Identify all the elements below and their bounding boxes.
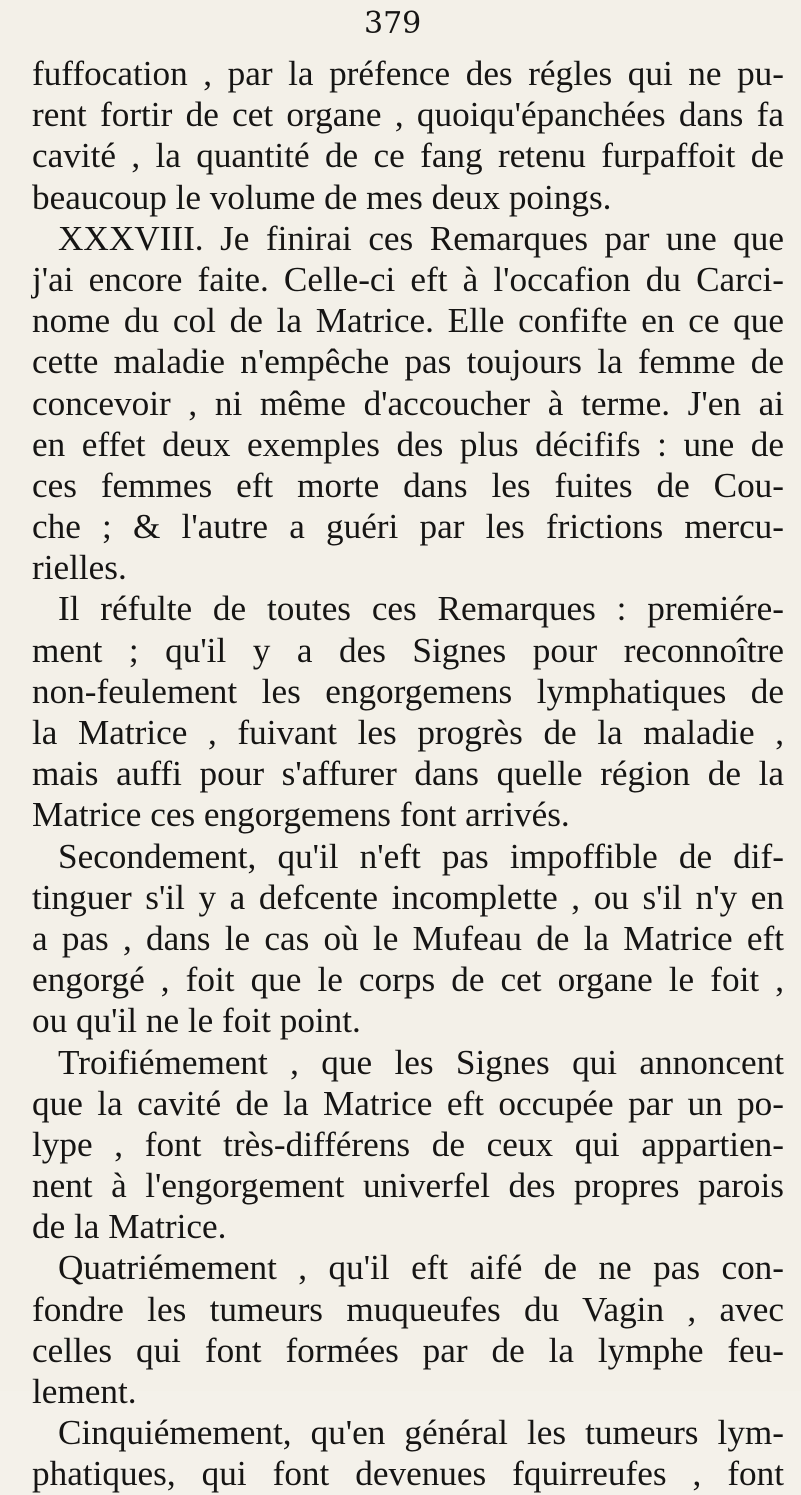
text-line: phatiques, qui font devenues fquirreufes , font xyxy=(32,1454,784,1494)
text-line: Troifiémement , que les Signes qui annoncent xyxy=(58,1042,784,1082)
text-line: celles qui font formées par de la lymphe feu- xyxy=(32,1330,784,1370)
text-line: rielles. xyxy=(32,548,127,588)
text-line: che ; & l'autre a guéri par les frictions mercu- xyxy=(32,507,784,547)
text-line: fuffocation , par la préfence des régles qui ne pu- xyxy=(32,54,784,93)
text-line: Cinquiémement, qu'en général les tumeurs lym- xyxy=(58,1413,784,1453)
text-line: Quatriémement , qu'il eft aifé de ne pas con- xyxy=(58,1248,784,1288)
text-line: cavité , la quantité de ce fang retenu furpaffoit de xyxy=(32,136,784,176)
text-line: Il réfulte de toutes ces Remarques : premiére- xyxy=(58,589,784,629)
page-number: 379 xyxy=(364,6,422,41)
text-line: concevoir , ni même d'accoucher à terme. J'en ai xyxy=(32,383,784,423)
text-line: en effet deux exemples des plus décififs : une de xyxy=(32,424,784,464)
text-line: nome du col de la Matrice. Elle confifte en ce que xyxy=(32,301,784,341)
text-line: ces femmes eft morte dans les fuites de Cou- xyxy=(32,465,784,505)
text-line: nent à l'engorgement univerfel des propres parois xyxy=(32,1166,784,1206)
text-line: non-feulement les engorgemens lymphatiques de xyxy=(32,671,784,711)
text-line: fondre les tumeurs muqueufes du Vagin , avec xyxy=(32,1289,784,1329)
body-text xyxy=(32,53,784,1495)
text-line: j'ai encore faite. Celle-ci eft à l'occafion du Carci- xyxy=(32,259,784,299)
text-line: Matrice ces engorgemens font arrivés. xyxy=(32,795,570,835)
text-line: XXXVIII. Je finirai ces Remarques par une que xyxy=(58,218,784,258)
text-line: tinguer s'il y a defcente incomplette , ou s'il n'y en xyxy=(32,877,784,917)
text-line: la Matrice , fuivant les progrès de la maladie , xyxy=(32,713,784,752)
text-line: engorgé , foit que le corps de cet organe le foit , xyxy=(32,960,784,1000)
text-line: Secondement, qu'il n'eft pas impoffible de dif- xyxy=(58,836,784,876)
text-line: rent fortir de cet organe , quoiqu'épanchées dans fa xyxy=(32,95,784,135)
text-line: lement. xyxy=(32,1372,137,1411)
text-line: que la cavité de la Matrice eft occupée par un po- xyxy=(32,1083,784,1123)
text-line: beaucoup le volume de mes deux poings. xyxy=(32,177,612,217)
text-line: mais auffi pour s'affurer dans quelle région de la xyxy=(32,754,784,794)
text-line: lype , font très-différens de ceux qui appartien- xyxy=(32,1124,784,1164)
text-line: ment ; qu'il y a des Signes pour reconnoître xyxy=(32,630,784,670)
text-line: de la Matrice. xyxy=(32,1207,227,1247)
text-line: cette maladie n'empêche pas toujours la femme de xyxy=(32,342,784,382)
text-line: a pas , dans le cas où le Mufeau de la Matrice eft xyxy=(32,918,784,958)
text-line: ou qu'il ne le foit point. xyxy=(32,1001,361,1041)
